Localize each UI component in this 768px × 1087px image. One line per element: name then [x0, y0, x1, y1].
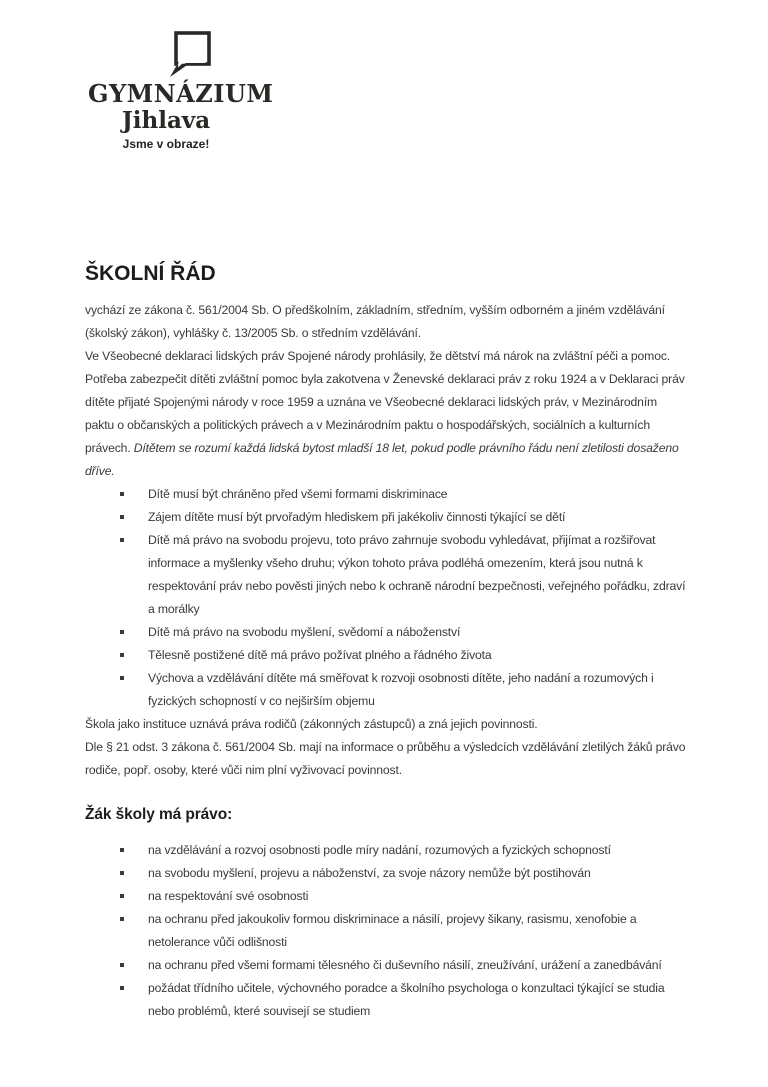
- list-item-text: na respektování své osobnosti: [148, 889, 309, 903]
- declaration-paragraph: [85, 345, 687, 483]
- list-item-text: Tělesně postižené dítě má právo požívat plného a řádného života: [148, 648, 492, 662]
- list-item: [85, 529, 687, 621]
- bullet-icon: [120, 676, 124, 680]
- list-item-text: na vzdělávání a rozvoj osobnosti podle míry nadání, rozumových a fyzických schopností: [148, 843, 611, 857]
- law-reference-paragraph: [85, 736, 687, 782]
- list-item: [85, 885, 687, 908]
- bullet-icon: [120, 986, 124, 990]
- school-institution-paragraph: [85, 713, 687, 736]
- document-title: ŠKOLNÍ ŘÁD: [85, 262, 216, 285]
- bullet-icon: [120, 515, 124, 519]
- list-item: [85, 667, 687, 713]
- logo-school-name: GYMNÁZIUM: [88, 79, 274, 108]
- bullet-icon: [120, 492, 124, 496]
- bullet-icon: [120, 894, 124, 898]
- list-item: [85, 977, 687, 1023]
- list-item: [85, 908, 687, 954]
- declaration-paragraph-text: Ve Všeobecné deklaraci lidských práv Spojené národy prohlásily, že dětství má nárok na zvláštní péči a pomoc. Potřeba zabezpečit dítěti zvláštní pomoc byla zakotvena v Ženevské deklaraci práv z roku 1924 a v Deklaraci práv dítěte přijaté Spojenými národy v roce 1959 a uznána ve Všeobecné deklaraci lidských práv, v Mezinárodním paktu o občanských a politických právech a v Mezinárodním paktu o hospodářských, sociálních a kulturních právech.: [85, 349, 685, 455]
- bullet-icon: [120, 653, 124, 657]
- bullet-icon: [120, 963, 124, 967]
- bullet-icon: [120, 871, 124, 875]
- list-item: [85, 621, 687, 644]
- list-item-text: na ochranu před všemi formami tělesného či duševního násilí, zneužívání, urážení a zanedbávání: [148, 958, 662, 972]
- intro-paragraph: [85, 299, 687, 345]
- list-item: [85, 483, 687, 506]
- list-item-text: na svobodu myšlení, projevu a náboženství, za svoje názory nemůže být postihován: [148, 866, 591, 880]
- list-item: [85, 954, 687, 977]
- student-rights-list: [85, 839, 687, 1023]
- list-item: [85, 862, 687, 885]
- child-definition-note: Dítětem se rozumí každá lidská bytost mladší 18 let, pokud podle právního řádu není zletilosti dosaženo dříve.: [85, 441, 679, 478]
- list-item-text: na ochranu před jakoukoliv formou diskriminace a násilí, projevy šikany, rasismu, xenofobie a netolerance vůči odlišnosti: [148, 912, 637, 949]
- children-rights-list: [85, 483, 687, 713]
- document-content: [85, 262, 687, 1023]
- school-institution-text: Škola jako instituce uznává práva rodičů (zákonných zástupců) a zná jejich povinnosti.: [85, 717, 538, 731]
- list-item-text: požádat třídního učitele, výchovného poradce a školního psychologa o konzultaci týkající se studia nebo problémů, které souvisejí se studiem: [148, 981, 665, 1018]
- speech-bubble-icon: [168, 30, 214, 80]
- bullet-icon: [120, 630, 124, 634]
- list-item-text: Výchova a vzdělávání dítěte má směřovat k rozvoji osobnosti dítěte, jeho nadání a rozumových i fyzických schopností v co nejširším objemu: [148, 671, 654, 708]
- logo-tagline: Jsme v obraze!: [122, 137, 210, 151]
- list-item: [85, 506, 687, 529]
- student-rights-heading: Žák školy má právo:: [85, 806, 233, 823]
- bullet-icon: [120, 538, 124, 542]
- bullet-icon: [120, 917, 124, 921]
- list-item: [85, 839, 687, 862]
- bullet-icon: [120, 848, 124, 852]
- list-item-text: Dítě má právo na svobodu projevu, toto právo zahrnuje svobodu vyhledávat, přijímat a rozšiřovat informace a myšlenky všeho druhu; výkon tohoto práva podléhá omezením, která jsou nutná k respektování práv nebo pověsti jiných nebo k ochraně národní bezpečnosti, veřejného pořádku, zdraví a morálky: [148, 533, 686, 616]
- intro-paragraph-text: vychází ze zákona č. 561/2004 Sb. O předškolním, základním, středním, vyšším odborném a jiném vzdělávání (školský zákon), vyhlášky č. 13/2005 Sb. o středním vzdělávání.: [85, 303, 665, 340]
- list-item: [85, 644, 687, 667]
- list-item-text: Dítě musí být chráněno před všemi formami diskriminace: [148, 487, 448, 501]
- law-reference-text: Dle § 21 odst. 3 zákona č. 561/2004 Sb. mají na informace o průběhu a výsledcích vzdělávání zletilých žáků právo rodiče, popř. osoby, které vůči nim plní vyživovací povinnost.: [85, 740, 686, 777]
- school-logo: [88, 30, 274, 153]
- logo-city-name: Jihlava: [121, 107, 211, 134]
- list-item-text: Zájem dítěte musí být prvořadým hlediskem při jakékoliv činnosti týkající se dětí: [148, 510, 566, 524]
- list-item-text: Dítě má právo na svobodu myšlení, svědomí a náboženství: [148, 625, 461, 639]
